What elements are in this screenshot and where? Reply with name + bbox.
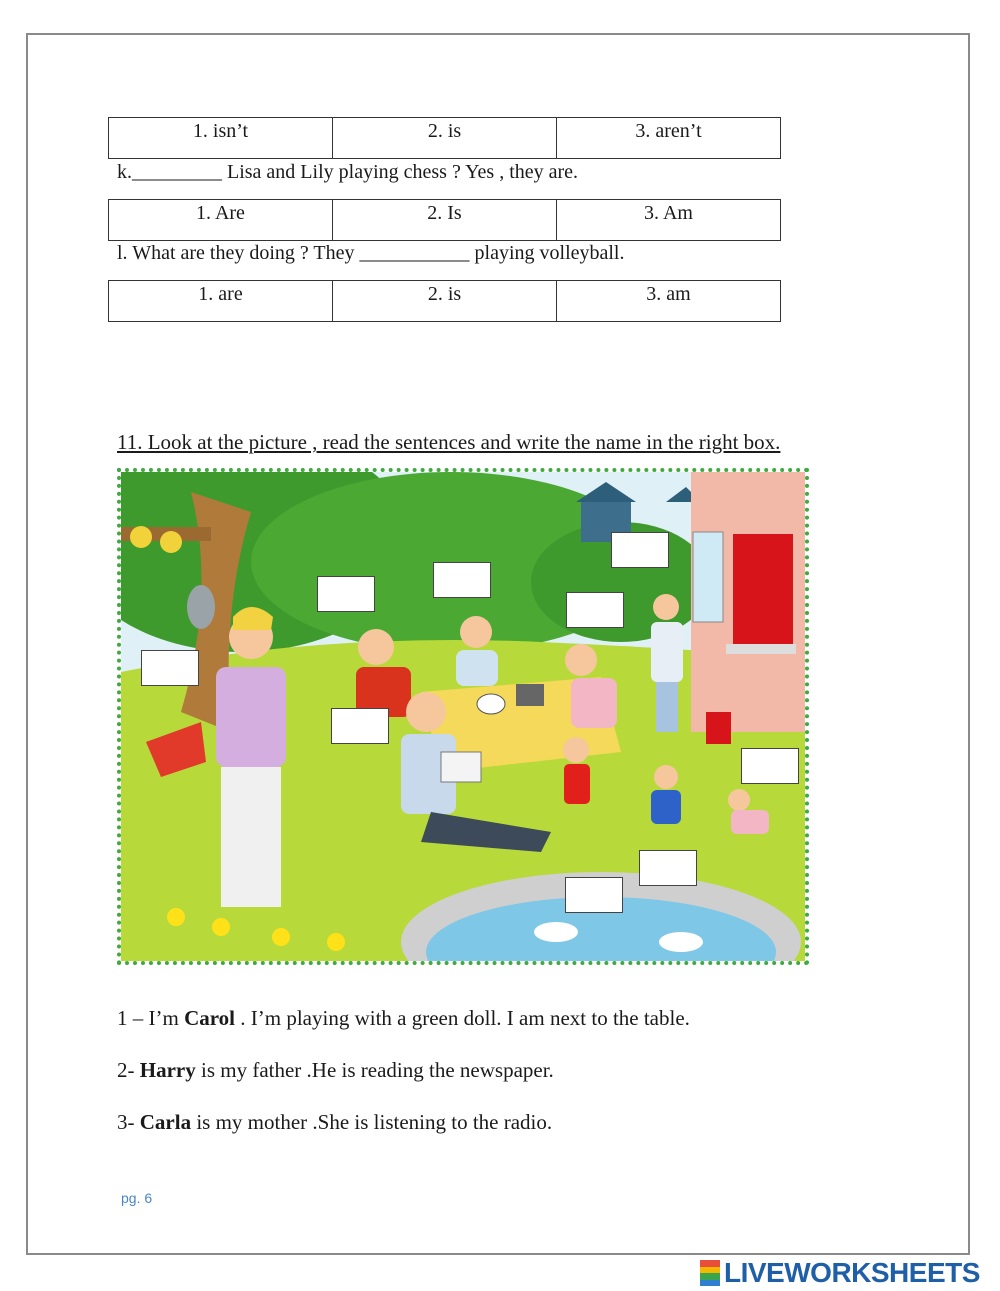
- option-j-2[interactable]: 2. is: [333, 118, 557, 159]
- page-number: pg. 6: [121, 1190, 153, 1206]
- gardener-trousers: [221, 767, 281, 907]
- flower: [212, 918, 230, 936]
- boy-head: [563, 737, 589, 763]
- option-l-2[interactable]: 2. is: [333, 281, 557, 322]
- window-sill: [726, 644, 796, 654]
- name-box-gardener[interactable]: [141, 650, 199, 686]
- grandpa-head: [358, 629, 394, 665]
- flower: [327, 933, 345, 951]
- option-l-1[interactable]: 1. are: [109, 281, 333, 322]
- reader-head: [406, 692, 446, 732]
- girl-2-dress: [731, 810, 769, 834]
- question-k-options: [108, 199, 781, 241]
- window-cleaner-head: [653, 594, 679, 620]
- flower: [167, 908, 185, 926]
- name-box-girl-doll[interactable]: [639, 850, 697, 886]
- exercise-11-heading: 11. Look at the picture , read the sentences and write the name in the right box.: [117, 430, 781, 454]
- bird-1: [130, 526, 152, 548]
- mother-dress: [571, 678, 617, 728]
- teapot: [477, 694, 505, 714]
- garden-illustration: [121, 472, 805, 961]
- name-box-window-cleaner[interactable]: [611, 532, 669, 568]
- logo-mark-icon: [700, 1260, 720, 1286]
- flower: [272, 928, 290, 946]
- option-k-2[interactable]: 2. Is: [333, 200, 557, 241]
- question-l-options: [108, 280, 781, 322]
- curtain: [733, 534, 793, 644]
- name-box-grandpa[interactable]: [317, 576, 375, 612]
- window-cleaner-trousers: [656, 682, 678, 732]
- newspaper: [441, 752, 481, 782]
- duck-2: [659, 932, 703, 952]
- liveworksheets-logo: [700, 1257, 980, 1289]
- bird-2: [160, 531, 182, 553]
- cat: [187, 585, 215, 629]
- option-j-3[interactable]: 3. aren’t: [557, 118, 781, 159]
- name-box-girl-right[interactable]: [741, 748, 799, 784]
- name-box-grandma[interactable]: [433, 562, 491, 598]
- duck-1: [534, 922, 578, 942]
- girl-1-dress: [651, 790, 681, 824]
- clue-3: 3- Carla is my mother .She is listening to the radio.: [117, 1110, 553, 1134]
- name-box-mother[interactable]: [566, 592, 624, 628]
- clue-2: 2- Harry is my father .He is reading the newspaper.: [117, 1058, 554, 1082]
- radio: [516, 684, 544, 706]
- garden-scene-picture: [117, 468, 809, 965]
- name-box-boy[interactable]: [565, 877, 623, 913]
- grandma-head: [460, 616, 492, 648]
- option-k-1[interactable]: 1. Are: [109, 200, 333, 241]
- name-box-reader[interactable]: [331, 708, 389, 744]
- girl-1-head: [654, 765, 678, 789]
- grandma-dress: [456, 650, 498, 686]
- option-k-3[interactable]: 3. Am: [557, 200, 781, 241]
- option-l-3[interactable]: 3. am: [557, 281, 781, 322]
- window-cleaner-shirt: [651, 622, 683, 682]
- clue-1: 1 – I’m Carol . I’m playing with a green doll. I am next to the table.: [117, 1006, 690, 1030]
- house-window: [693, 532, 723, 622]
- question-j-options: [108, 117, 781, 159]
- gardener-sweater: [216, 667, 286, 767]
- girl-2-head: [728, 789, 750, 811]
- boy-shirt: [564, 764, 590, 804]
- bucket: [706, 712, 731, 744]
- question-l-text: l. What are they doing ? They ___________ playing volleyball.: [117, 242, 625, 264]
- question-k-text: k._________ Lisa and Lily playing chess ? Yes , they are.: [117, 161, 579, 183]
- option-j-1[interactable]: 1. isn’t: [109, 118, 333, 159]
- mother-head: [565, 644, 597, 676]
- logo-text: LIVEWORKSHEETS: [724, 1257, 980, 1288]
